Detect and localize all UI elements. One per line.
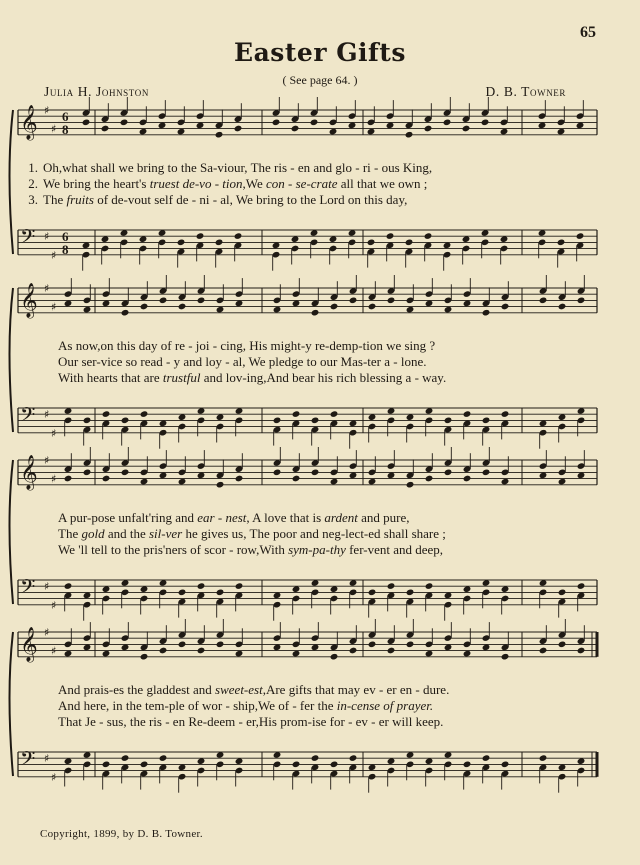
lyric-text: Our ser-vice so read - y and loy - al, We pledge to our Mas-ter a - lone.: [58, 354, 427, 369]
key-signature-sharp-icon: ♯: [51, 426, 57, 440]
treble-clef-icon: 𝄞: [20, 627, 38, 662]
notehead: [330, 761, 339, 769]
lyric-text: We 'll tell to the pris'ners of scor - row,With: [58, 542, 289, 557]
notehead: [349, 754, 358, 762]
verse-number: 2.: [28, 176, 38, 191]
lyric-emphasis: sym-pa-thy: [288, 542, 346, 557]
lyric-emphasis: ear - nest: [197, 510, 247, 525]
lyric-text: ,We: [242, 176, 267, 191]
key-signature-sharp-icon: ♯: [51, 300, 57, 314]
lyric-text: and the: [104, 526, 149, 541]
notehead: [140, 761, 149, 769]
notehead: [178, 641, 187, 649]
notehead: [539, 647, 548, 655]
key-signature-sharp-icon: ♯: [44, 104, 50, 117]
author-credit: Julia H. Johnston: [44, 84, 149, 99]
verse-number: 3.: [28, 192, 38, 207]
lyric-line-verse-1: [58, 682, 640, 697]
lyric-text: of de-vout self de - ni - al, We bring to the Lord on this day,: [93, 192, 408, 207]
time-signature-bottom: 8: [62, 242, 69, 257]
lyric-text: The: [43, 192, 67, 207]
notehead: [140, 653, 149, 661]
key-signature-sharp-icon: ♯: [44, 626, 50, 639]
lyric-text: he gives us, The poor and neg-lect-ed shall share ;: [182, 526, 446, 541]
lyric-line-verse-3: [58, 714, 640, 729]
notehead: [501, 653, 510, 661]
notehead: [387, 647, 396, 655]
page-number: 65: [580, 24, 596, 41]
composer-credit: D. B. Towner: [485, 84, 566, 99]
bass-clef-icon: 𝄢: [20, 403, 36, 431]
notehead: [121, 754, 130, 762]
notehead: [330, 653, 339, 661]
time-signature-top: 6: [62, 109, 69, 124]
lyric-emphasis: fruits: [66, 192, 94, 207]
key-signature-sharp-icon: ♯: [44, 580, 50, 594]
copyright-notice: Copyright, 1899, by D. B. Towner.: [40, 828, 203, 840]
lyric-emphasis: truest de-vo - tion: [149, 176, 243, 191]
notehead: [501, 761, 510, 769]
key-signature-sharp-icon: ♯: [44, 230, 50, 244]
treble-clef-icon: 𝄞: [20, 105, 38, 140]
lyric-text: The: [58, 526, 82, 541]
lyric-text: As now,on this day of re - joi - cing, His might-y re-demp-tion we sing ?: [58, 338, 436, 353]
notehead: [197, 647, 206, 655]
notehead: [463, 761, 472, 769]
hymn-title: Easter Gifts: [234, 38, 406, 67]
notehead: [349, 647, 358, 655]
lyric-text: and lov-ing,And bear his rich blessing a - way.: [200, 370, 447, 385]
key-signature-sharp-icon: ♯: [51, 472, 57, 486]
lyric-text: fer-vent and deep,: [345, 542, 444, 557]
key-signature-sharp-icon: ♯: [44, 282, 50, 295]
lyric-text: We bring the heart's: [43, 176, 150, 191]
time-signature-top: 6: [62, 229, 69, 244]
bass-clef-icon: 𝄢: [20, 747, 36, 775]
key-signature-sharp-icon: ♯: [51, 248, 57, 262]
lyric-text: all that we own ;: [337, 176, 428, 191]
key-signature-sharp-icon: ♯: [51, 122, 57, 136]
lyric-text: That Je - sus, the ris - en Re-deem - er,His prom-ise for - ev - er will keep.: [58, 714, 444, 729]
key-signature-sharp-icon: ♯: [51, 644, 57, 658]
lyric-text: And here, in the tem-ple of wor - ship,We of - fer the: [58, 698, 337, 713]
notehead: [558, 641, 567, 649]
notehead: [482, 754, 491, 762]
lyric-text: Oh,what shall we bring to the Sa-viour, The ris - en and glo - ri - ous King,: [43, 160, 433, 175]
notehead: [159, 754, 168, 762]
verse-number: 1.: [28, 160, 38, 175]
key-signature-sharp-icon: ♯: [51, 770, 57, 784]
time-signature-bottom: 8: [62, 122, 69, 137]
lyric-emphasis: sweet-est: [215, 682, 263, 697]
cross-reference-note: ( See page 64. ): [282, 73, 358, 87]
lyric-text: And prais-es the gladdest and: [58, 682, 216, 697]
lyric-emphasis: trustful: [162, 370, 201, 385]
lyric-line-verse-2: [58, 698, 640, 713]
system-brace: [10, 632, 14, 776]
notehead: [311, 754, 320, 762]
key-signature-sharp-icon: ♯: [44, 752, 50, 766]
key-signature-sharp-icon: ♯: [44, 408, 50, 422]
lyric-emphasis: sil-ver: [149, 526, 183, 541]
notehead: [159, 647, 168, 655]
lyric-emphasis: con - se-crate: [266, 176, 338, 191]
lyric-emphasis: ardent: [324, 510, 358, 525]
treble-clef-icon: 𝄞: [20, 283, 38, 318]
notehead: [216, 641, 225, 649]
notehead: [368, 641, 377, 649]
bass-clef-icon: 𝄢: [20, 225, 36, 253]
notehead: [102, 761, 111, 769]
notehead: [577, 647, 586, 655]
lyric-text: A pur-pose unfalt'ring and: [58, 510, 198, 525]
lyric-text: , A love that is: [246, 510, 325, 525]
lyric-emphasis: gold: [81, 526, 105, 541]
key-signature-sharp-icon: ♯: [51, 598, 57, 612]
key-signature-sharp-icon: ♯: [44, 454, 50, 467]
notehead: [539, 754, 548, 762]
bass-clef-icon: 𝄢: [20, 575, 36, 603]
lyric-text: With hearts that are: [58, 370, 163, 385]
lyric-emphasis: in-cense of prayer.: [336, 698, 434, 713]
treble-clef-icon: 𝄞: [20, 455, 38, 490]
notehead: [406, 641, 415, 649]
lyric-text: ,Are gifts that may ev - er en - dure.: [262, 682, 450, 697]
notehead: [292, 761, 301, 769]
lyric-text: and pure,: [357, 510, 410, 525]
